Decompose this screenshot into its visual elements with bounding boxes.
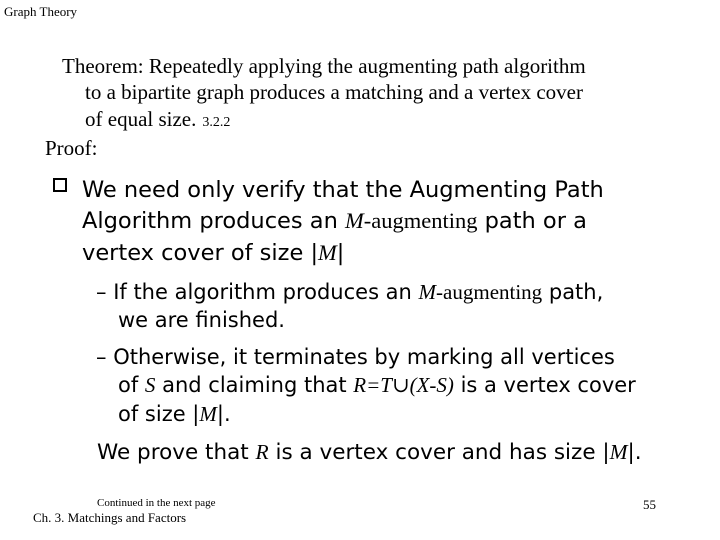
chapter-footer: Ch. 3. Matchings and Factors [33, 510, 187, 525]
sub-item-2-text-b: and claiming that [155, 373, 354, 397]
conclusion-line [97, 437, 642, 468]
bullet-line-3-a: vertex cover of size | [82, 240, 319, 266]
math-S: S [144, 373, 156, 397]
augmenting-word: -augmenting [363, 208, 478, 233]
math-cover-formula: R=T∪(X-S) [353, 373, 454, 397]
slide-header: Graph Theory [4, 4, 78, 19]
math-R: R [255, 440, 269, 464]
sub-item-2-text-c: is a vertex cover [453, 373, 636, 397]
dash-bullet: – [96, 345, 107, 369]
theorem-line-3-text: of equal size. [85, 107, 197, 131]
conclusion-text-b: is a vertex cover and has size | [268, 440, 610, 465]
theorem-line-1: Theorem: Repeatedly applying the augmenting path algorithm [62, 54, 586, 78]
bullet-line-2-c: path or a [477, 208, 587, 234]
math-M: M [344, 208, 364, 233]
augmenting-word: -augmenting [436, 280, 543, 304]
sub-item-2-line-1 [96, 342, 615, 372]
sub-item-1-text-a: If the algorithm produces an [113, 280, 419, 304]
math-M: M [318, 240, 337, 265]
sub-item-2-text-d: of size | [118, 402, 200, 426]
bullet-line-3 [82, 237, 344, 269]
math-M: M [418, 280, 437, 304]
sub-item-1-line-2: we are finished. [118, 308, 285, 332]
theorem-reference: 3.2.2 [202, 115, 231, 130]
theorem-line-2: to a bipartite graph produces a matching and a vertex cover [85, 80, 583, 104]
math-M: M [199, 402, 217, 426]
bullet-line-3-b: | [336, 240, 345, 266]
sub-item-1-text-c: path, [542, 280, 604, 304]
bullet-line-1: We need only verify that the Augmenting Path [82, 177, 604, 203]
page-number: 55 [643, 497, 656, 512]
sub-item-2-text: Otherwise, it terminates by marking all vertices [113, 345, 615, 369]
sub-item-2-line-2 [118, 370, 636, 400]
math-M: M [609, 440, 628, 464]
bullet-line-2-a: Algorithm produces an [82, 208, 338, 234]
sub-item-2-line-3 [118, 399, 231, 429]
bullet-marker [53, 178, 67, 197]
conclusion-text-c: |. [627, 440, 642, 465]
proof-label: Proof: [45, 136, 98, 160]
theorem-line-3 [85, 107, 230, 135]
sub-item-2-text-a: of [118, 373, 145, 397]
checkbox-bullet-icon [53, 178, 67, 192]
bullet-line-2 [82, 205, 587, 237]
sub-item-1-line-1 [96, 277, 603, 307]
sub-item-2-text-e: |. [216, 402, 231, 426]
dash-bullet: – [96, 280, 107, 304]
continued-note: Continued in the next page [97, 497, 216, 509]
conclusion-text-a: We prove that [97, 440, 256, 465]
